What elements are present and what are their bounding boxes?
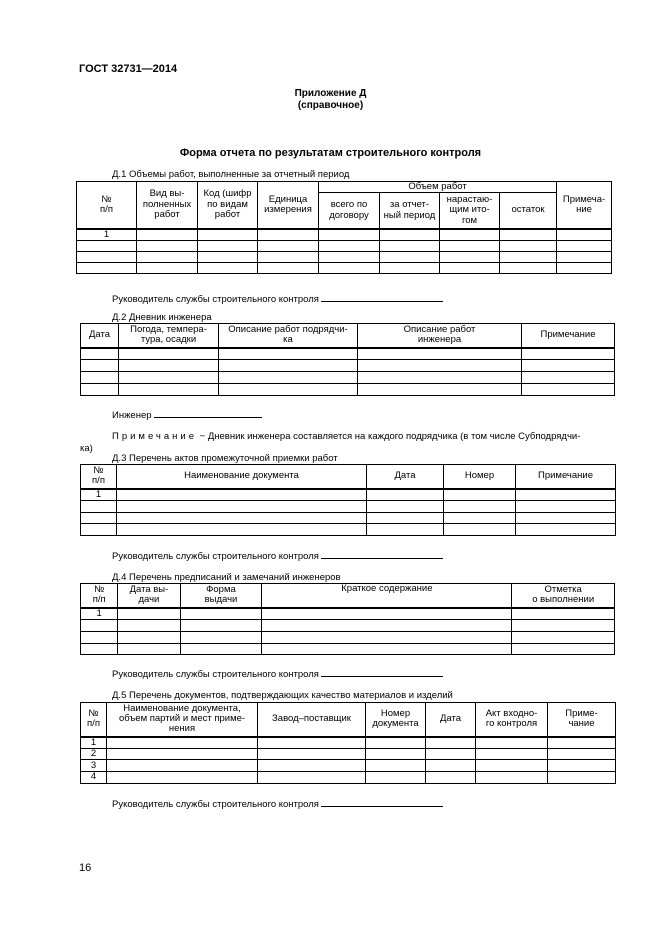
row-number [81, 631, 118, 643]
d5-header-note: Приме- чание [548, 703, 616, 737]
row-cell [81, 384, 119, 396]
d1-header-volume: Объем работ [319, 182, 557, 193]
d3-header-number: Номер [444, 465, 516, 489]
table-row [81, 748, 616, 759]
d5-table [80, 702, 616, 784]
d5-header-number: Номер документа [366, 703, 426, 737]
d2-signature [112, 408, 262, 421]
d3-header-date: Дата [367, 465, 444, 489]
row-number [81, 500, 117, 512]
signature-line [321, 292, 443, 302]
d4-header-num: № п/п [81, 584, 118, 608]
appendix-type: (справочное) [297, 100, 364, 111]
signature-label: Руководитель службы строительного контроля [112, 294, 319, 305]
d3-header-name: Наименование документа [117, 465, 367, 489]
table-row [81, 608, 615, 620]
table-row [81, 384, 615, 396]
d3-header-note: Примечание [516, 465, 616, 489]
d1-signature [112, 292, 443, 305]
table-row [77, 229, 612, 241]
row-number [77, 241, 137, 252]
d5-section-title: Д.5 Перечень документов, подтверждающих качество материалов и изделий [112, 690, 453, 701]
signature-label: Руководитель службы строительного контроля [112, 669, 319, 680]
d1-header-type: Вид вы- полненных работ [137, 182, 198, 229]
row-number [81, 523, 117, 535]
note-line [112, 431, 580, 442]
d4-header-date: Дата вы- дачи [118, 584, 180, 608]
signature-label: Руководитель службы строительного контроля [112, 799, 319, 810]
d2-header-weather: Погода, темпера- тура, осадки [119, 324, 219, 348]
table-row [81, 760, 616, 772]
d3-section-title: Д.3 Перечень актов промежуточной приемки работ [112, 453, 338, 464]
note-text: − Дневник инженера составляется на каждого подрядчика (в том числе Субподрядчи- [197, 431, 581, 442]
appendix-title: Приложение Д [294, 88, 367, 99]
table-row [81, 360, 615, 372]
row-cell [81, 372, 119, 384]
d5-header-num: № п/п [81, 703, 107, 737]
d3-header-num: № п/п [81, 465, 117, 489]
d5-header-name: Наименование документа, объем партий и мест приме- нения [107, 703, 258, 737]
row-number: 3 [81, 760, 107, 772]
d2-header-date: Дата [81, 324, 119, 348]
d4-header-mark: Отметка о выполнении [512, 584, 615, 608]
d4-signature [112, 667, 443, 680]
d1-header-num: № п/п [77, 182, 137, 229]
table-row [81, 500, 616, 512]
table-row [81, 372, 615, 384]
row-number: 1 [81, 489, 117, 501]
table-row [81, 619, 615, 631]
table-row [81, 489, 616, 501]
note-continuation: ка) [80, 443, 93, 454]
signature-line [321, 667, 443, 677]
d5-header-act: Акт входно- го контроля [476, 703, 548, 737]
d3-table [80, 464, 616, 536]
d1-header-unit: Единица измерения [258, 182, 319, 229]
row-cell [81, 348, 119, 360]
d1-header-remainder: остаток [500, 193, 557, 229]
table-row [81, 772, 616, 783]
d1-table [76, 181, 612, 274]
table-row [81, 643, 615, 654]
table-row [81, 512, 616, 523]
signature-line [154, 408, 262, 418]
row-number [77, 263, 137, 274]
d2-table [80, 323, 615, 396]
row-number: 4 [81, 772, 107, 783]
d5-header-date: Дата [426, 703, 476, 737]
table-row [77, 252, 612, 263]
table-row [81, 523, 616, 535]
row-cell [81, 360, 119, 372]
table-row [81, 631, 615, 643]
d1-header-code: Код (шифр по видам работ [198, 182, 258, 229]
page-number: 16 [79, 862, 92, 874]
row-number [77, 252, 137, 263]
form-title: Форма отчета по результатам строительного контроля [179, 147, 482, 159]
d1-section-title: Д.1 Объемы работ, выполненные за отчетный период [112, 169, 350, 180]
d1-header-period: за отчет- ный период [380, 193, 440, 229]
standard-number: ГОСТ 32731—2014 [79, 63, 178, 75]
d5-signature [112, 797, 443, 810]
row-number [81, 619, 118, 631]
table-row [77, 263, 612, 274]
row-number: 1 [77, 229, 137, 241]
signature-label: Руководитель службы строительного контроля [112, 551, 319, 562]
d2-header-contractor: Описание работ подрядчи- ка [219, 324, 358, 348]
row-number: 1 [81, 608, 118, 620]
table-row [77, 241, 612, 252]
d2-header-engineer: Описание работ инженера [358, 324, 522, 348]
signature-line [321, 549, 443, 559]
signature-line [321, 797, 443, 807]
row-number: 1 [81, 737, 107, 749]
table-row [81, 348, 615, 360]
row-number [81, 643, 118, 654]
d1-header-total: всего по договору [319, 193, 380, 229]
d4-table [80, 583, 615, 655]
d2-header-note: Примечание [522, 324, 615, 348]
note-prefix: Примечание [112, 431, 197, 442]
d4-header-form: Форма выдачи [180, 584, 262, 608]
d1-header-note: Примеча- ние [557, 182, 612, 229]
signature-label: Инженер [112, 410, 152, 421]
row-number: 2 [81, 748, 107, 759]
table-row [81, 737, 616, 749]
d5-header-plant: Завод–поставщик [258, 703, 366, 737]
d1-header-cumulative: нарастаю- щим ито- гом [440, 193, 500, 229]
d4-section-title: Д.4 Перечень предписаний и замечаний инженеров [112, 572, 341, 583]
d3-signature [112, 549, 443, 562]
d2-section-title: Д.2 Дневник инженера [112, 312, 212, 323]
row-number [81, 512, 117, 523]
d4-header-content: Краткое содержание [262, 584, 512, 608]
